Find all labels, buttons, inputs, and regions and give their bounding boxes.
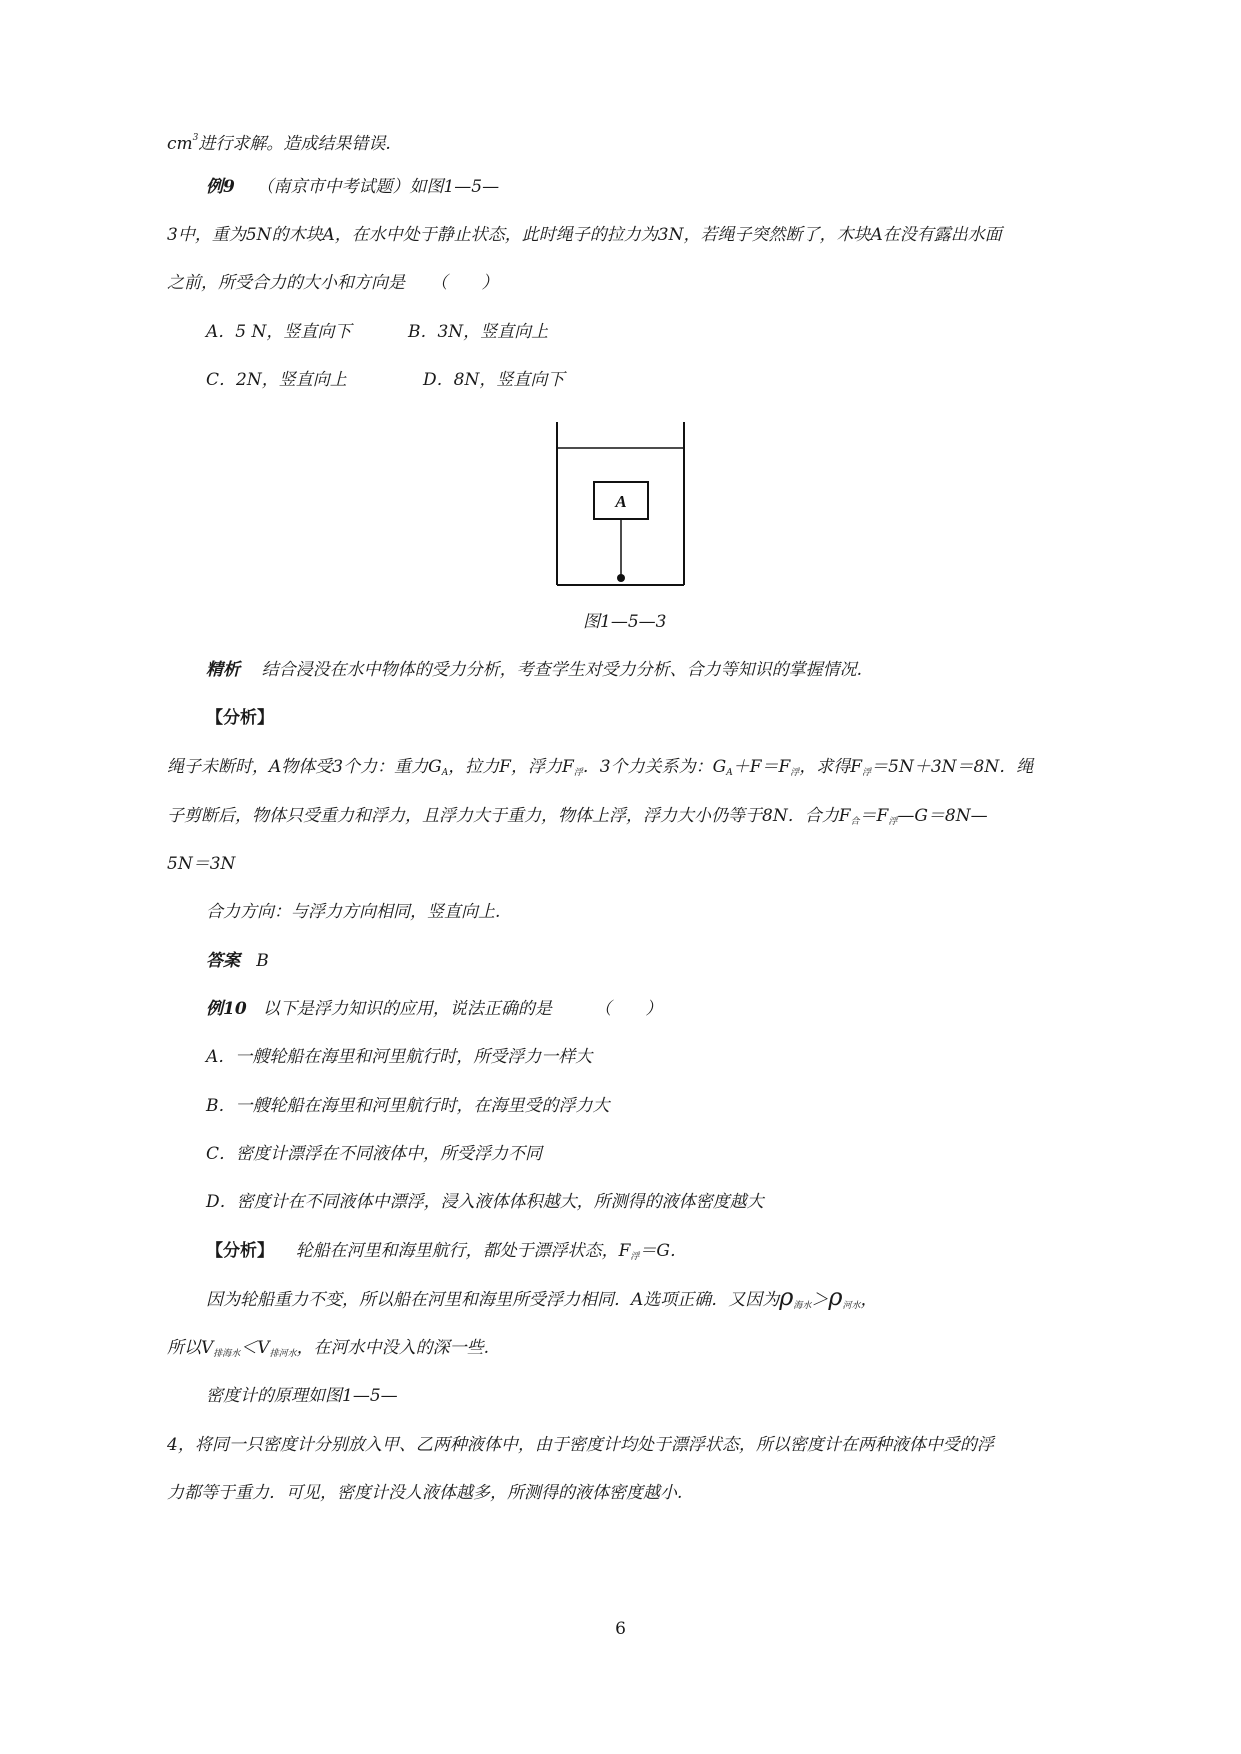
page-number: 6 — [615, 1619, 626, 1639]
text-line-1: $cm^3$进行求解。造成结果错误. — [167, 133, 391, 154]
option-d: D．8N，竖直向下 — [423, 370, 565, 390]
analysis-line-2: 子剪断后，物体只受重力和浮力，且浮力大于重力，物体上浮，浮力大小仍等于8N．合力$F_合=F_浮—G=8N—$ — [167, 806, 988, 827]
example-10-option-d: D．密度计在不同液体中漂浮，浸入液体体积越大，所测得的液体密度越大 — [206, 1192, 764, 1212]
analysis-heading: 【分析】 — [206, 708, 274, 728]
container-diagram — [555, 422, 691, 587]
option-a: A．5 N，竖直向下 — [206, 322, 352, 342]
paragraph-1: 因为轮船重力不变，所以船在河里和海里所受浮力相同．A选项正确．又因为$\rho_{海水}>\rho_{河水}$， — [206, 1283, 878, 1311]
answer-value: B — [256, 951, 269, 971]
example-10-header: 例10 以下是浮力知识的应用，说法正确的是 （ ） — [206, 999, 663, 1019]
paragraph-3: 密度计的原理如图1—5— — [206, 1386, 398, 1406]
example-10-option-a: A．一艘轮船在海里和河里航行时，所受浮力一样大 — [206, 1047, 593, 1067]
paragraph-2: 所以$V_{排海水}<V_{排河水}$，在河水中没入的深一些. — [167, 1338, 489, 1359]
answer-line: 答案 B — [206, 951, 269, 971]
option-c: C．2N，竖直向上 — [206, 370, 347, 390]
analysis-line-4: 合力方向：与浮力方向相同，竖直向上. — [206, 902, 501, 922]
block-a-label: A — [615, 492, 627, 511]
jingxi-line: 精析 结合浸没在水中物体的受力分析，考查学生对受力分析、合力等知识的掌握情况. — [206, 660, 863, 680]
example-label: 例10 — [206, 999, 247, 1019]
example-label: 例9 — [206, 177, 235, 197]
example-9-line-2: 3中，重为5N的木块A，在水中处于静止状态，此时绳子的拉力为3N，若绳子突然断了，木块A在没有露出水面 — [167, 225, 1002, 245]
analysis-2-line: 【分析】 轮船在河里和海里航行，都处于漂浮状态，$F_浮=G$． — [206, 1241, 688, 1262]
example-10-option-b: B．一艘轮船在海里和河里航行时，在海里受的浮力大 — [206, 1096, 610, 1116]
analysis-line-3: 5N＝3N — [167, 854, 236, 874]
paragraph-4: 4，将同一只密度计分别放入甲、乙两种液体中，由于密度计均处于漂浮状态，所以密度计在两种液体中受的浮 — [167, 1435, 994, 1455]
unit-cm: cm — [167, 134, 193, 154]
paragraph-5: 力都等于重力．可见，密度计没人液体越多，所测得的液体密度越小. — [167, 1483, 683, 1503]
example-9-line-3: 之前，所受合力的大小和方向是 （ ） — [167, 273, 499, 293]
figure-caption: 图1—5—3 — [583, 612, 667, 632]
superscript-3: 3 — [192, 133, 199, 143]
example-9-header: 例9 （南京市中考试题）如图1—5— — [206, 177, 500, 197]
example-10-option-c: C．密度计漂浮在不同液体中，所受浮力不同 — [206, 1144, 543, 1164]
rope-anchor — [617, 574, 625, 582]
option-b: B．3N，竖直向上 — [408, 322, 549, 342]
analysis-line-1: 绳子未断时，A物体受3个力：重力$G_A$，拉力F，浮力$F_浮$．3个力关系为：$G_A+F=F_浮$，求得$F_浮=5N+3N=8N$．绳 — [167, 757, 1034, 778]
